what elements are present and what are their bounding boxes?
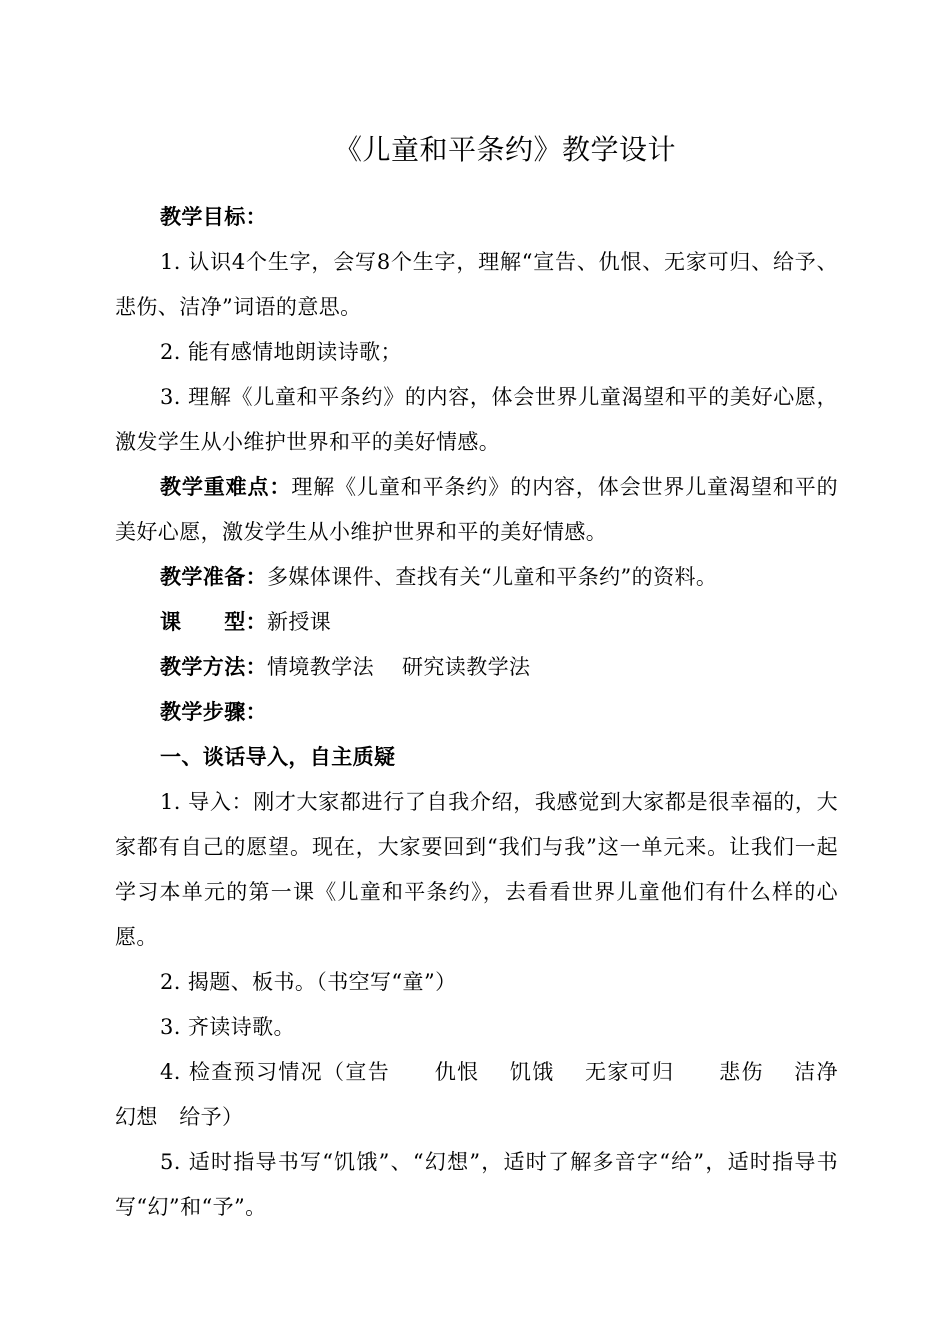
- objective-item: 3. 理解《儿童和平条约》的内容，体会世界儿童渴望和平的美好心愿，激发学生从小维护世界和平的美好情感。: [115, 385, 838, 454]
- methods-paragraph: [115, 645, 838, 690]
- preparation-text: 多媒体课件、查找有关“儿童和平条约”的资料。: [267, 565, 718, 589]
- key-points-paragraph: [115, 465, 838, 555]
- key-points-label: 教学重难点：: [160, 475, 292, 499]
- objective-item: 2. 能有感情地朗读诗歌；: [160, 340, 402, 364]
- step-item: 3. 齐读诗歌。: [160, 1015, 295, 1039]
- preparation-paragraph: [115, 555, 838, 600]
- step-item: 1. 导入：刚才大家都进行了自我介绍，我感觉到大家都是很幸福的，大家都有自己的愿望。现在，大家要回到“我们与我”这一单元来。让我们一起学习本单元的第一课《儿童和平条约》，去看看世界儿童他们有什么样的心愿。: [115, 790, 838, 949]
- lesson-type-text: 新授课: [267, 610, 332, 634]
- preparation-label: 教学准备：: [160, 565, 267, 589]
- document-body: [115, 195, 867, 1230]
- lesson-type-paragraph: [115, 600, 838, 645]
- key-points-text: 理解《儿童和平条约》的内容，体会世界儿童渴望和平的美好心愿，激发学生从小维护世界和平的美好情感。: [115, 475, 839, 544]
- step-item: 5. 适时指导书写“饥饿”、“幻想”，适时了解多音字“给”，适时指导书写“幻”和“予”。: [115, 1150, 838, 1219]
- lesson-type-label: 课 型：: [160, 610, 267, 634]
- step-item: 4. 检查预习情况（宣告 仇恨 饥饿 无家可归 悲伤 洁净 幻想 给予）: [115, 1060, 867, 1129]
- objective-item: 1. 认识4个生字，会写8个生字，理解“宣告、仇恨、无家可归、给予、悲伤、洁净”词语的意思。: [115, 250, 838, 319]
- method-2: 研究读教学法: [402, 655, 531, 679]
- steps-heading: 教学步骤：: [160, 700, 267, 724]
- section-1-heading: 一、谈话导入，自主质疑: [160, 745, 396, 769]
- method-1: 情境教学法: [267, 655, 374, 679]
- step-item: 2. 揭题、板书。（书空写“童”）: [160, 970, 457, 994]
- methods-label: 教学方法：: [160, 655, 267, 679]
- document-title: 《儿童和平条约》教学设计: [333, 133, 676, 166]
- objectives-heading: 教学目标：: [160, 205, 267, 229]
